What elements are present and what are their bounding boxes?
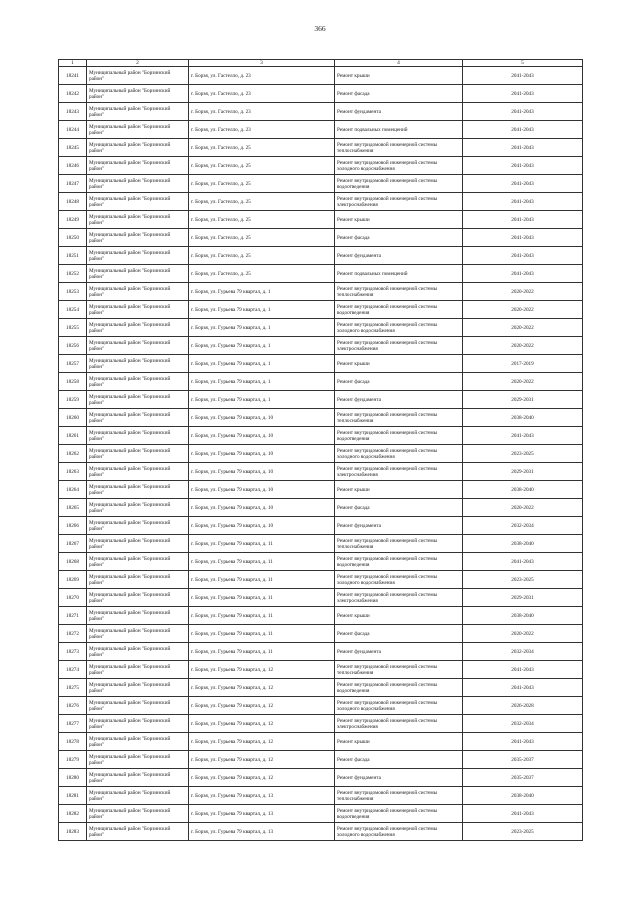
work-type-cell: Ремонт внутридомовой инженерной системы электроснабжения [335,715,463,733]
address-cell: г. Борзя, ул. Гурьева 79 квартал, д. 11 [189,643,335,661]
period-cell: 2041-2043 [463,679,583,697]
row-number-cell: 18275 [59,679,87,697]
address-cell: г. Борзя, ул. Гурьева 79 квартал, д. 1 [189,337,335,355]
address-cell: г. Борзя, ул. Гурьева 79 квартал, д. 12 [189,679,335,697]
period-cell: 2029-2031 [463,463,583,481]
municipality-cell: Муниципальный район "Борзинский район" [87,715,189,733]
address-cell: г. Борзя, ул. Гурьева 79 квартал, д. 1 [189,301,335,319]
header-cell-4: 4 [335,60,463,67]
municipality-cell: Муниципальный район "Борзинский район" [87,463,189,481]
address-cell: г. Борзя, ул. Гастелло, д. 23 [189,121,335,139]
period-cell: 2020-2022 [463,301,583,319]
table-row [59,229,583,247]
period-cell: 2020-2022 [463,373,583,391]
table-row [59,157,583,175]
period-cell: 2041-2043 [463,157,583,175]
municipality-cell: Муниципальный район "Борзинский район" [87,391,189,409]
municipality-cell: Муниципальный район "Борзинский район" [87,319,189,337]
work-type-cell: Ремонт внутридомовой инженерной системы водоотведения [335,805,463,823]
period-cell: 2026-2028 [463,697,583,715]
row-number-cell: 18273 [59,643,87,661]
municipality-cell: Муниципальный район "Борзинский район" [87,247,189,265]
municipality-cell: Муниципальный район "Борзинский район" [87,103,189,121]
table-row [59,373,583,391]
municipality-cell: Муниципальный район "Борзинский район" [87,697,189,715]
municipality-cell: Муниципальный район "Борзинский район" [87,157,189,175]
row-number-cell: 18247 [59,175,87,193]
row-number-cell: 18274 [59,661,87,679]
table-row [59,355,583,373]
period-cell: 2038-2040 [463,481,583,499]
table-row [59,787,583,805]
table-row [59,625,583,643]
table-row [59,589,583,607]
address-cell: г. Борзя, ул. Гастелло, д. 23 [189,103,335,121]
address-cell: г. Борзя, ул. Гурьева 79 квартал, д. 10 [189,445,335,463]
address-cell: г. Борзя, ул. Гурьева 79 квартал, д. 10 [189,481,335,499]
row-number-cell: 18252 [59,265,87,283]
period-cell: 2017-2019 [463,355,583,373]
work-type-cell: Ремонт внутридомовой инженерной системы теплоснабжения [335,661,463,679]
row-number-cell: 18277 [59,715,87,733]
row-number-cell: 18249 [59,211,87,229]
work-type-cell: Ремонт крыши [335,355,463,373]
address-cell: г. Борзя, ул. Гурьева 79 квартал, д. 11 [189,607,335,625]
row-number-cell: 18266 [59,517,87,535]
work-type-cell: Ремонт внутридомовой инженерной системы теплоснабжения [335,787,463,805]
work-type-cell: Ремонт фундамента [335,247,463,265]
table-row [59,175,583,193]
table-row [59,499,583,517]
row-number-cell: 18246 [59,157,87,175]
address-cell: г. Борзя, ул. Гастелло, д. 25 [189,229,335,247]
work-type-cell: Ремонт внутридомовой инженерной системы холодного водоснабжения [335,697,463,715]
municipality-cell: Муниципальный район "Борзинский район" [87,499,189,517]
address-cell: г. Борзя, ул. Гурьева 79 квартал, д. 12 [189,751,335,769]
period-cell: 2041-2043 [463,553,583,571]
row-number-cell: 18243 [59,103,87,121]
table-body [59,60,583,841]
address-cell: г. Борзя, ул. Гастелло, д. 25 [189,175,335,193]
address-cell: г. Борзя, ул. Гастелло, д. 25 [189,193,335,211]
table-row [59,319,583,337]
table-row [59,553,583,571]
row-number-cell: 18262 [59,445,87,463]
work-type-cell: Ремонт внутридомовой инженерной системы водоотведения [335,175,463,193]
municipality-cell: Муниципальный район "Борзинский район" [87,445,189,463]
municipality-cell: Муниципальный район "Борзинский район" [87,571,189,589]
work-type-cell: Ремонт внутридомовой инженерной системы теплоснабжения [335,409,463,427]
municipality-cell: Муниципальный район "Борзинский район" [87,265,189,283]
row-number-cell: 18264 [59,481,87,499]
row-number-cell: 18265 [59,499,87,517]
period-cell: 2041-2043 [463,103,583,121]
work-type-cell: Ремонт фундамента [335,103,463,121]
address-cell: г. Борзя, ул. Гурьева 79 квартал, д. 11 [189,553,335,571]
work-type-cell: Ремонт внутридомовой инженерной системы водоотведения [335,679,463,697]
period-cell: 2020-2022 [463,625,583,643]
work-type-cell: Ремонт внутридомовой инженерной системы электроснабжения [335,589,463,607]
table-row [59,193,583,211]
row-number-cell: 18259 [59,391,87,409]
table-row [59,301,583,319]
row-number-cell: 18250 [59,229,87,247]
period-cell: 2038-2040 [463,409,583,427]
capital-repair-table [58,59,583,841]
header-cell-5: 5 [463,60,583,67]
row-number-cell: 18278 [59,733,87,751]
table-row [59,769,583,787]
row-number-cell: 18260 [59,409,87,427]
address-cell: г. Борзя, ул. Гурьева 79 квартал, д. 10 [189,499,335,517]
row-number-cell: 18256 [59,337,87,355]
table-row [59,445,583,463]
address-cell: г. Борзя, ул. Гастелло, д. 25 [189,157,335,175]
municipality-cell: Муниципальный район "Борзинский район" [87,283,189,301]
period-cell: 2020-2022 [463,319,583,337]
address-cell: г. Борзя, ул. Гурьева 79 квартал, д. 11 [189,589,335,607]
row-number-cell: 18245 [59,139,87,157]
address-cell: г. Борзя, ул. Гурьева 79 квартал, д. 12 [189,733,335,751]
period-cell: 2041-2043 [463,67,583,85]
work-type-cell: Ремонт внутридомовой инженерной системы холодного водоснабжения [335,823,463,841]
table-row [59,535,583,553]
period-cell: 2041-2043 [463,733,583,751]
address-cell: г. Борзя, ул. Гурьева 79 квартал, д. 1 [189,283,335,301]
table-row [59,823,583,841]
period-cell: 2032-2034 [463,517,583,535]
header-cell-2: 2 [87,60,189,67]
work-type-cell: Ремонт внутридомовой инженерной системы теплоснабжения [335,139,463,157]
address-cell: г. Борзя, ул. Гастелло, д. 25 [189,211,335,229]
row-number-cell: 18279 [59,751,87,769]
municipality-cell: Муниципальный район "Борзинский район" [87,355,189,373]
table-row [59,733,583,751]
row-number-cell: 18257 [59,355,87,373]
row-number-cell: 18253 [59,283,87,301]
period-cell: 2041-2043 [463,247,583,265]
row-number-cell: 18263 [59,463,87,481]
municipality-cell: Муниципальный район "Борзинский район" [87,373,189,391]
municipality-cell: Муниципальный район "Борзинский район" [87,193,189,211]
work-type-cell: Ремонт внутридомовой инженерной системы холодного водоснабжения [335,571,463,589]
table-row [59,391,583,409]
work-type-cell: Ремонт внутридомовой инженерной системы водоотведения [335,301,463,319]
period-cell: 2029-2031 [463,391,583,409]
municipality-cell: Муниципальный район "Борзинский район" [87,733,189,751]
period-cell: 2020-2022 [463,283,583,301]
table-row [59,751,583,769]
work-type-cell: Ремонт фасада [335,229,463,247]
table-row [59,427,583,445]
municipality-cell: Муниципальный район "Борзинский район" [87,553,189,571]
work-type-cell: Ремонт фундамента [335,643,463,661]
address-cell: г. Борзя, ул. Гурьева 79 квартал, д. 1 [189,319,335,337]
address-cell: г. Борзя, ул. Гурьева 79 квартал, д. 10 [189,409,335,427]
table-row [59,661,583,679]
address-cell: г. Борзя, ул. Гастелло, д. 23 [189,85,335,103]
row-number-cell: 18244 [59,121,87,139]
period-cell: 2038-2040 [463,787,583,805]
header-row [59,60,583,67]
row-number-cell: 18269 [59,571,87,589]
row-number-cell: 18281 [59,787,87,805]
work-type-cell: Ремонт внутридомовой инженерной системы электроснабжения [335,463,463,481]
address-cell: г. Борзя, ул. Гурьева 79 квартал, д. 11 [189,571,335,589]
work-type-cell: Ремонт внутридомовой инженерной системы холодного водоснабжения [335,157,463,175]
address-cell: г. Борзя, ул. Гастелло, д. 25 [189,139,335,157]
work-type-cell: Ремонт фасада [335,499,463,517]
period-cell: 2020-2022 [463,499,583,517]
address-cell: г. Борзя, ул. Гурьева 79 квартал, д. 12 [189,769,335,787]
row-number-cell: 18254 [59,301,87,319]
municipality-cell: Муниципальный район "Борзинский район" [87,607,189,625]
address-cell: г. Борзя, ул. Гурьева 79 квартал, д. 11 [189,625,335,643]
work-type-cell: Ремонт крыши [335,211,463,229]
table-row [59,139,583,157]
municipality-cell: Муниципальный район "Борзинский район" [87,427,189,445]
address-cell: г. Борзя, ул. Гурьева 79 квартал, д. 13 [189,805,335,823]
work-type-cell: Ремонт фасада [335,625,463,643]
table-row [59,67,583,85]
work-type-cell: Ремонт крыши [335,607,463,625]
table-row [59,697,583,715]
work-type-cell: Ремонт фасада [335,85,463,103]
municipality-cell: Муниципальный район "Борзинский район" [87,589,189,607]
row-number-cell: 18241 [59,67,87,85]
municipality-cell: Муниципальный район "Борзинский район" [87,409,189,427]
period-cell: 2041-2043 [463,211,583,229]
period-cell: 2023-2025 [463,445,583,463]
period-cell: 2035-2037 [463,769,583,787]
period-cell: 2041-2043 [463,85,583,103]
table-row [59,121,583,139]
period-cell: 2041-2043 [463,265,583,283]
row-number-cell: 18283 [59,823,87,841]
table-row [59,607,583,625]
municipality-cell: Муниципальный район "Борзинский район" [87,229,189,247]
page-number: 366 [314,24,326,33]
table-row [59,211,583,229]
municipality-cell: Муниципальный район "Борзинский район" [87,301,189,319]
work-type-cell: Ремонт внутридомовой инженерной системы холодного водоснабжения [335,445,463,463]
work-type-cell: Ремонт внутридомовой инженерной системы теплоснабжения [335,535,463,553]
table-row [59,571,583,589]
header-cell-3: 3 [189,60,335,67]
period-cell: 2041-2043 [463,427,583,445]
work-type-cell: Ремонт фасада [335,373,463,391]
table-row [59,715,583,733]
address-cell: г. Борзя, ул. Гурьева 79 квартал, д. 13 [189,823,335,841]
municipality-cell: Муниципальный район "Борзинский район" [87,175,189,193]
municipality-cell: Муниципальный район "Борзинский район" [87,625,189,643]
municipality-cell: Муниципальный район "Борзинский район" [87,823,189,841]
address-cell: г. Борзя, ул. Гурьева 79 квартал, д. 1 [189,391,335,409]
municipality-cell: Муниципальный район "Борзинский район" [87,67,189,85]
work-type-cell: Ремонт внутридомовой инженерной системы водоотведения [335,427,463,445]
municipality-cell: Муниципальный район "Борзинский район" [87,139,189,157]
period-cell: 2041-2043 [463,175,583,193]
address-cell: г. Борзя, ул. Гурьева 79 квартал, д. 12 [189,697,335,715]
work-type-cell: Ремонт внутридомовой инженерной системы холодного водоснабжения [335,319,463,337]
table-row [59,103,583,121]
period-cell: 2032-2034 [463,715,583,733]
row-number-cell: 18251 [59,247,87,265]
municipality-cell: Муниципальный район "Борзинский район" [87,481,189,499]
period-cell: 2020-2022 [463,337,583,355]
work-type-cell: Ремонт внутридомовой инженерной системы электроснабжения [335,193,463,211]
municipality-cell: Муниципальный район "Борзинский район" [87,679,189,697]
period-cell: 2041-2043 [463,193,583,211]
row-number-cell: 18272 [59,625,87,643]
table-row [59,481,583,499]
municipality-cell: Муниципальный район "Борзинский район" [87,517,189,535]
row-number-cell: 18242 [59,85,87,103]
work-type-cell: Ремонт фасада [335,751,463,769]
period-cell: 2023-2025 [463,823,583,841]
work-type-cell: Ремонт фундамента [335,769,463,787]
period-cell: 2041-2043 [463,229,583,247]
row-number-cell: 18255 [59,319,87,337]
work-type-cell: Ремонт крыши [335,481,463,499]
address-cell: г. Борзя, ул. Гурьева 79 квартал, д. 1 [189,373,335,391]
row-number-cell: 18271 [59,607,87,625]
period-cell: 2041-2043 [463,805,583,823]
table-row [59,463,583,481]
address-cell: г. Борзя, ул. Гурьева 79 квартал, д. 10 [189,517,335,535]
table-row [59,805,583,823]
table-row [59,409,583,427]
table-row [59,679,583,697]
period-cell: 2041-2043 [463,121,583,139]
municipality-cell: Муниципальный район "Борзинский район" [87,211,189,229]
address-cell: г. Борзя, ул. Гурьева 79 квартал, д. 12 [189,661,335,679]
municipality-cell: Муниципальный район "Борзинский район" [87,337,189,355]
row-number-cell: 18261 [59,427,87,445]
address-cell: г. Борзя, ул. Гурьева 79 квартал, д. 10 [189,463,335,481]
address-cell: г. Борзя, ул. Гурьева 79 квартал, д. 12 [189,715,335,733]
work-type-cell: Ремонт крыши [335,67,463,85]
table-row [59,517,583,535]
work-type-cell: Ремонт крыши [335,733,463,751]
period-cell: 2029-2031 [463,589,583,607]
municipality-cell: Муниципальный район "Борзинский район" [87,661,189,679]
address-cell: г. Борзя, ул. Гастелло, д. 23 [189,67,335,85]
row-number-cell: 18280 [59,769,87,787]
period-cell: 2023-2025 [463,571,583,589]
table-row [59,283,583,301]
table-row [59,85,583,103]
address-cell: г. Борзя, ул. Гурьева 79 квартал, д. 13 [189,787,335,805]
table-row [59,247,583,265]
municipality-cell: Муниципальный район "Борзинский район" [87,643,189,661]
work-type-cell: Ремонт фундамента [335,517,463,535]
period-cell: 2038-2040 [463,535,583,553]
address-cell: г. Борзя, ул. Гастелло, д. 25 [189,265,335,283]
row-number-cell: 18267 [59,535,87,553]
address-cell: г. Борзя, ул. Гастелло, д. 25 [189,247,335,265]
period-cell: 2032-2034 [463,643,583,661]
work-type-cell: Ремонт внутридомовой инженерной системы теплоснабжения [335,283,463,301]
municipality-cell: Муниципальный район "Борзинский район" [87,535,189,553]
row-number-cell: 18248 [59,193,87,211]
work-type-cell: Ремонт внутридомовой инженерной системы водоотведения [335,553,463,571]
header-cell-1: 1 [59,60,87,67]
row-number-cell: 18270 [59,589,87,607]
row-number-cell: 18268 [59,553,87,571]
period-cell: 2041-2043 [463,139,583,157]
address-cell: г. Борзя, ул. Гурьева 79 квартал, д. 10 [189,427,335,445]
row-number-cell: 18282 [59,805,87,823]
work-type-cell: Ремонт фундамента [335,391,463,409]
row-number-cell: 18258 [59,373,87,391]
row-number-cell: 18276 [59,697,87,715]
period-cell: 2035-2037 [463,751,583,769]
work-type-cell: Ремонт внутридомовой инженерной системы электроснабжения [335,337,463,355]
table-row [59,337,583,355]
municipality-cell: Муниципальный район "Борзинский район" [87,769,189,787]
municipality-cell: Муниципальный район "Борзинский район" [87,85,189,103]
work-type-cell: Ремонт подвальных помещений [335,265,463,283]
table-row [59,643,583,661]
municipality-cell: Муниципальный район "Борзинский район" [87,787,189,805]
address-cell: г. Борзя, ул. Гурьева 79 квартал, д. 11 [189,535,335,553]
address-cell: г. Борзя, ул. Гурьева 79 квартал, д. 1 [189,355,335,373]
period-cell: 2041-2043 [463,661,583,679]
municipality-cell: Муниципальный район "Борзинский район" [87,121,189,139]
table-row [59,265,583,283]
municipality-cell: Муниципальный район "Борзинский район" [87,805,189,823]
work-type-cell: Ремонт подвальных помещений [335,121,463,139]
period-cell: 2038-2040 [463,607,583,625]
municipality-cell: Муниципальный район "Борзинский район" [87,751,189,769]
